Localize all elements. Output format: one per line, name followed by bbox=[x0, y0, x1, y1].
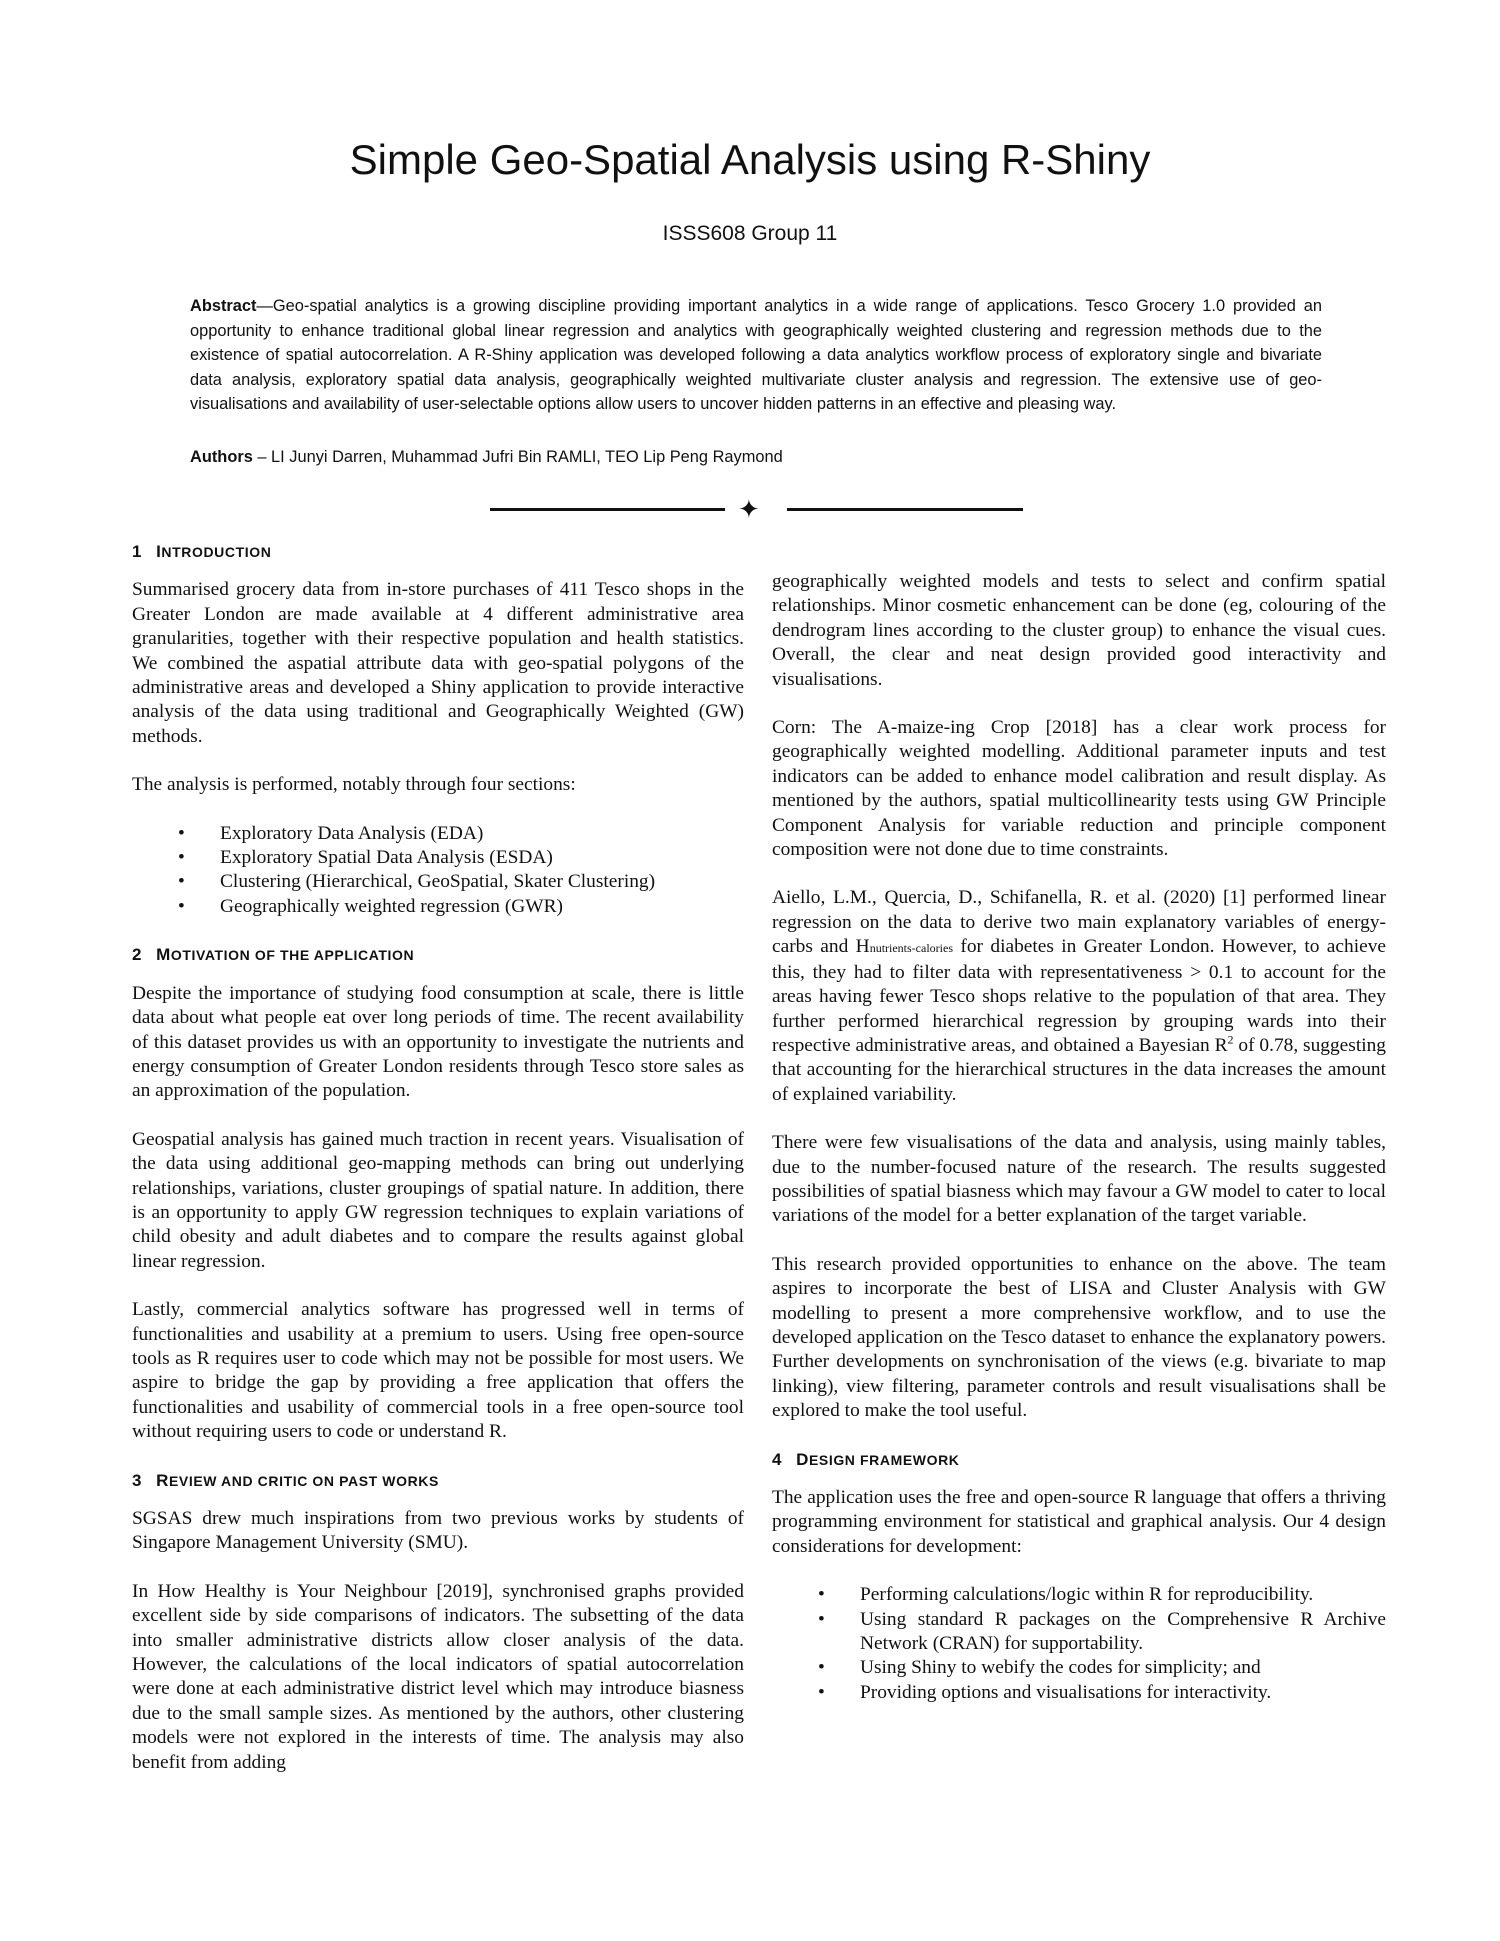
list-item: • Clustering (Hierarchical, GeoSpatial, Skater Clustering) bbox=[132, 870, 744, 894]
group-name: ISSS608 Group 11 bbox=[662, 222, 838, 245]
paragraph: There were few visualisations of the data and analysis, using mainly tables, due to the number-focused nature of the research. The results suggested possibilities of spatial biasness which may favour a GW model to cater to local variations of the model for a better explanation of the target variable. bbox=[772, 1132, 1386, 1227]
paragraph: The application uses the free and open-source R language that offers a thriving programming environment for statistical and graphical analysis. Our 4 design considerations for development: bbox=[772, 1487, 1386, 1557]
list-item: • Exploratory Spatial Data Analysis (ESDA) bbox=[132, 846, 744, 870]
paragraph: Corn: The A-maize-ing Crop [2018] has a clear work process for geographically weighted modelling. Additional parameter inputs and test indicators can be added to enhance model calibration and result display. As mentioned by the authors, spatial multicollinearity tests using GW Principle Component Analysis for variable reduction and principle component composition were not done due to time constraints. bbox=[772, 717, 1386, 861]
paragraph: Lastly, commercial analytics software has progressed well in terms of functionalities and usability at a premium to users. Using free open-source tools as R requires user to code which may not be possible for most users. We aspire to bridge the gap by providing a free application that offers the functionalities and usability of commercial tools in a free open-source tool without requiring users to code or understand R. bbox=[132, 1299, 744, 1443]
abstract-label: Abstract bbox=[190, 297, 257, 315]
paragraph: This research provided opportunities to enhance on the above. The team aspires to incorporate the best of LISA and Cluster Analysis with GW modelling to present a more comprehensive workflow, and to use the developed application on the Tesco dataset to enhance the explanatory powers. Further developments on synchronisation of the views (e.g. bivariate to map linking), view filtering, parameter controls and result visualisations shall be explored to make the tool useful. bbox=[772, 1253, 1386, 1422]
paragraph: In How Healthy is Your Neighbour [2019], synchronised graphs provided excellent side by side comparisons of indicators. The subsetting of the data into smaller administrative districts allow closer analysis of the data. However, the calculations of the local indicators of spatial autocorrelation were done at each administrative district level which may introduce biasness due to the small sample sizes. As mentioned by the authors, other clustering models were not explored in the interests of time. The analysis may also benefit from adding bbox=[132, 1580, 744, 1773]
right-column bbox=[772, 570, 1386, 1729]
abstract-text: —Geo-spatial analytics is a growing discipline providing important analytics in a wide range of applications. Tesco Grocery 1.0 provided an opportunity to enhance traditional global linear regression and analytics with geographically weighted clustering and regression methods due to the existence of spatial autocorrelation. A R-Shiny application was developed following a data analytics workflow process of exploratory single and bivariate data analysis, exploratory spatial data analysis, geographically weighted multivariate cluster analysis and regression. The extensive use of geo-visualisations and availability of user-selectable options allow users to uncover hidden patterns in an effective and pleasing way. bbox=[190, 297, 1322, 413]
section-heading-design-framework: 4 DESIGN FRAMEWORK bbox=[772, 1449, 960, 1469]
paragraph: Summarised grocery data from in-store purchases of 411 Tesco shops in the Greater London are made available at 4 different administrative area granularities, together with their respective population and health statistics. We combined the aspatial attribute data with geo-spatial polygons of the administrative areas and developed a Shiny application to provide interactive analysis of the data using traditional and Geographically Weighted (GW) methods. bbox=[132, 579, 744, 747]
section-heading-review: 3 REVIEW AND CRITIC ON PAST WORKS bbox=[132, 1470, 439, 1490]
bullet-list-sections bbox=[132, 822, 744, 920]
divider-star-icon: ✦ bbox=[738, 495, 760, 525]
list-item: • Using Shiny to webify the codes for simplicity; and bbox=[772, 1656, 1386, 1680]
left-column bbox=[132, 540, 744, 1775]
paper-title: Simple Geo-Spatial Analysis using R-Shiny bbox=[349, 136, 1151, 183]
bullet-list-design bbox=[772, 1583, 1386, 1705]
list-item: • Providing options and visualisations for interactivity. bbox=[772, 1681, 1386, 1705]
paragraph: geographically weighted models and tests to select and confirm spatial relationships. Minor cosmetic enhancement can be done (eg, colouring of the dendrogram lines according to the cluster group) to enhance the visual cues. Overall, the clear and neat design provided good interactivity and visualisations. bbox=[772, 571, 1386, 690]
list-item: • Performing calculations/logic within R for reproducibility. bbox=[772, 1583, 1386, 1607]
divider-line-left bbox=[490, 508, 725, 511]
paragraph: Despite the importance of studying food consumption at scale, there is little data about what people eat over long periods of time. The recent availability of this dataset provides us with an opportunity to investigate the nutrients and energy consumption of Greater London residents through Tesco store sales as an approximation of the population. bbox=[132, 982, 744, 1102]
authors bbox=[190, 448, 1322, 467]
paragraph: Aiello, L.M., Quercia, D., Schifanella, R. et al. (2020) [1] performed linear regression on the data to derive two main explanatory variables of energy-carbs and Hnutrients-calories for diabetes in Greater London. However, to achieve this, they had to filter data with representativeness > 0.1 to account for the areas having fewer Tesco shops relative to the population of that area. They further performed hierarchical regression by grouping wards into their respective administrative areas, and obtained a Bayesian $R^2$ of 0.78, suggesting that accounting for the hierarchical structures in the data increases the amount of explained variability. bbox=[772, 887, 1386, 1105]
divider-line-right bbox=[787, 508, 1023, 511]
paragraph: SGSAS drew much inspirations from two previous works by students of Singapore Management University (SMU). bbox=[132, 1508, 744, 1554]
section-divider bbox=[0, 495, 1500, 533]
paragraph: Geospatial analysis has gained much traction in recent years. Visualisation of the data using additional geo-mapping methods can bring out underlying relationships, variations, cluster groupings of spatial nature. In addition, there is an opportunity to apply GW regression techniques to explain variations of child obesity and adult diabetes and to compare the results against global linear regression. bbox=[132, 1128, 744, 1272]
list-item: • Geographically weighted regression (GWR) bbox=[132, 895, 744, 919]
abstract bbox=[190, 294, 1322, 417]
section-heading-motivation: 2 MOTIVATION OF THE APPLICATION bbox=[132, 945, 415, 965]
list-item: • Using standard R packages on the Comprehensive R Archive Network (CRAN) for supportability. bbox=[772, 1608, 1386, 1657]
list-item: • Exploratory Data Analysis (EDA) bbox=[132, 822, 744, 846]
authors-label: Authors bbox=[190, 448, 253, 466]
paragraph: The analysis is performed, notably through four sections: bbox=[132, 774, 576, 796]
section-heading-introduction: 1 INTRODUCTION bbox=[132, 542, 272, 561]
authors-text: – LI Junyi Darren, Muhammad Jufri Bin RAMLI, TEO Lip Peng Raymond bbox=[252, 448, 783, 466]
